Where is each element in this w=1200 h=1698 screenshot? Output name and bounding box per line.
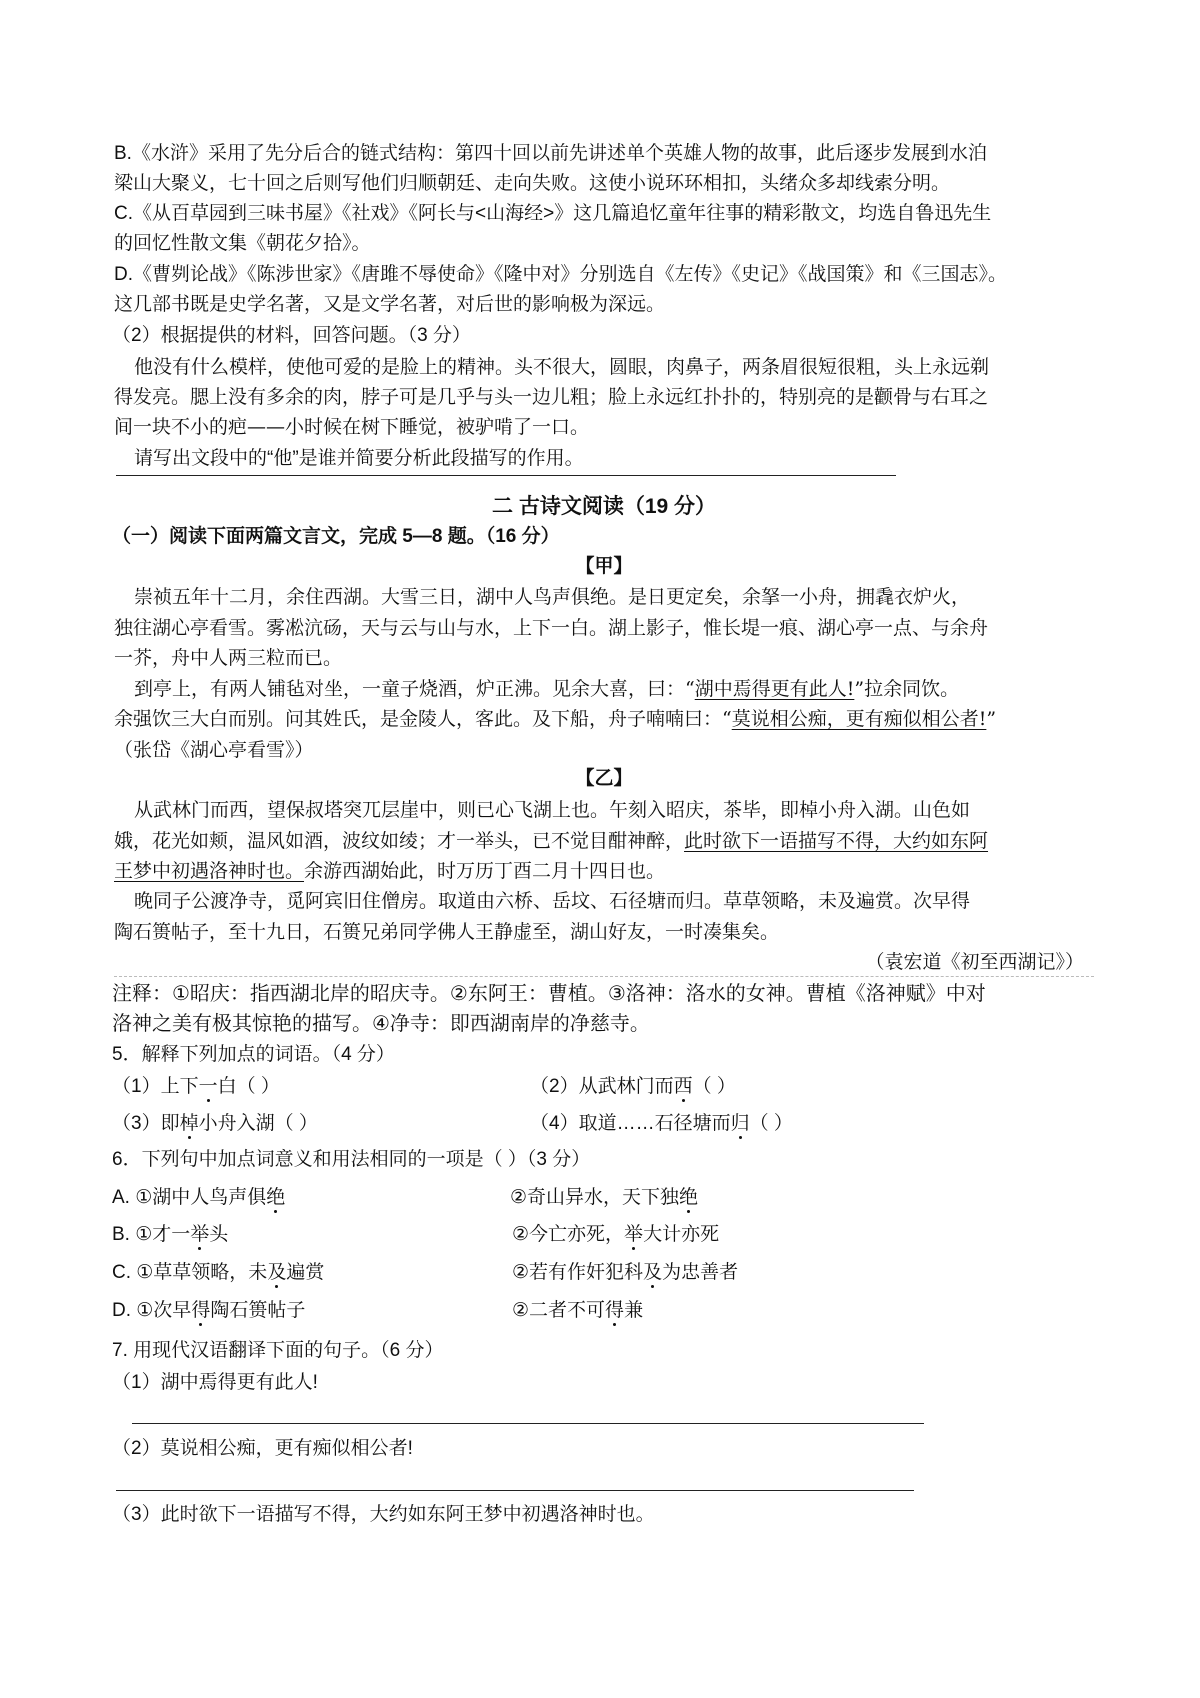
q6-a1-text: A. ①湖中人鸟声俱 — [112, 1187, 267, 1208]
notes-line2: 洛神之美有极其惊艳的描写。④净寺：即西湖南岸的净慈寺。 — [112, 1013, 650, 1035]
q6-option-d-2[interactable] — [512, 1296, 912, 1326]
note-divider — [114, 976, 1094, 977]
q6-option-a-1[interactable] — [112, 1183, 512, 1213]
jia-underlined-sentence-1: 湖中焉得更有此人! — [694, 678, 855, 700]
q7-sentence-2: （2）莫说相公痴，更有痴似相公者! — [112, 1438, 413, 1459]
q5-item-4-pre: （4）取道……石径塘而 — [530, 1113, 731, 1134]
q5-item-4 — [530, 1109, 950, 1139]
q5-item-2-blank[interactable]: （ ） — [692, 1076, 736, 1097]
jia-line1: 崇祯五年十二月，余住西湖。大雪三日，湖中人鸟声俱绝。是日更定矣，余拏一小舟，拥毳衣炉火， — [134, 586, 971, 608]
jia-line4 — [134, 674, 1114, 704]
q6-b2-tail: 大计亦死 — [643, 1224, 720, 1245]
jia-source: （张岱《湖心亭看雪》） — [114, 739, 314, 761]
yi-underlined-sentence-a: 此时欲下一语描写不得，大约如东阿 — [684, 830, 989, 852]
yi-line4: 晚同子公渡净寺，觅阿宾旧住僧房。取道由六桥、岳坟、石径塘而归。草草领略，未及遍赏。次早得 — [134, 890, 971, 912]
q5-item-4-dotted-word: 归 — [730, 1113, 750, 1134]
answer-line-q7-1[interactable] — [132, 1423, 924, 1424]
q6-c1-tail: 遍赏 — [286, 1262, 325, 1283]
jia-line5-tail: ” — [986, 708, 997, 730]
q6-a1-dotted-word: 绝 — [266, 1187, 286, 1208]
option-d-line2: 这几部书既是史学名著，又是文学名著，对后世的影响极为深远。 — [114, 294, 666, 315]
option-d-line1: D.《曹刿论战》《陈涉世家》《唐雎不辱使命》《隆中对》分别选自《左传》《史记》《战国策》和《三国志》。 — [114, 264, 1008, 285]
q7-sentence-3: （3）此时欲下一语描写不得，大约如东阿王梦中初遇洛神时也。 — [112, 1504, 655, 1525]
q6-b1-dotted-word: 举 — [190, 1224, 210, 1245]
passage-yi-label: 【乙】 — [575, 768, 633, 789]
q6-option-b-2[interactable] — [512, 1220, 912, 1250]
jia-line4-tail: ”拉余同饮。 — [854, 678, 960, 700]
q5-item-3 — [112, 1109, 532, 1139]
jia-line2: 独往湖心亭看雪。雾凇沆砀，天与云与山与水，上下一白。湖上影子，惟长堤一痕、湖心亭一点、与余舟 — [114, 617, 989, 639]
question-2-prompt: 请写出文段中的“他”是谁并简要分析此段描写的作用。 — [134, 448, 584, 469]
answer-line-q7-2[interactable] — [116, 1490, 914, 1491]
yi-line2 — [114, 826, 1094, 856]
q5-item-2-dotted-word: 西 — [673, 1076, 693, 1097]
jia-line5-text: 余强饮三大白而别。问其姓氏，是金陵人，客此。及下船，舟子喃喃曰：“ — [114, 708, 732, 730]
question-6-stem: 6．下列句中加点词意义和用法相同的一项是（ ）（3 分） — [112, 1149, 591, 1170]
q6-b2-dotted-word: 举 — [624, 1224, 644, 1245]
passage-jia-label: 【甲】 — [575, 556, 633, 577]
section-2-title: 二 古诗文阅读（19 分） — [491, 495, 717, 518]
q6-d1-tail: 陶石篑帖子 — [210, 1300, 306, 1321]
q7-sentence-1: （1）湖中焉得更有此人! — [112, 1372, 318, 1393]
q6-c1-dotted-word: 及 — [267, 1262, 287, 1283]
q6-c2-text: ②若有作奸犯科 — [512, 1262, 644, 1283]
q5-item-1-blank[interactable]: 白（ ） — [217, 1076, 280, 1097]
q5-item-3-blank[interactable]: 小舟入湖（ ） — [198, 1113, 318, 1134]
q6-d1-dotted-word: 得 — [191, 1300, 211, 1321]
option-b-line1: B.《水浒》采用了先分后合的链式结构：第四十回以前先讲述单个英雄人物的故事，此后逐步发展到水泊 — [114, 143, 987, 164]
yi-line3 — [114, 856, 1094, 886]
q5-item-1-pre: （1）上下 — [112, 1076, 199, 1097]
q6-option-c-1[interactable] — [112, 1258, 512, 1288]
q5-item-3-pre: （3）即 — [112, 1113, 180, 1134]
q6-b1-text: B. ①才一 — [112, 1224, 191, 1245]
q6-b1-tail: 头 — [209, 1224, 229, 1245]
q6-option-a-2[interactable] — [510, 1183, 910, 1213]
q6-option-c-2[interactable] — [512, 1258, 912, 1288]
notes-line1: 注释：①昭庆：指西湖北岸的昭庆寺。②东阿王：曹植。③洛神：洛水的女神。曹植《洛神赋》中对 — [112, 983, 986, 1005]
yi-line2-text: 娥，花光如颊，温风如酒，波纹如绫；才一举头，已不觉目酣神醉， — [114, 830, 685, 852]
q6-option-d-1[interactable] — [112, 1296, 512, 1326]
q6-d2-dotted-word: 得 — [605, 1300, 625, 1321]
jia-line3: 一芥，舟中人两三粒而已。 — [114, 647, 343, 669]
q6-c2-dotted-word: 及 — [643, 1262, 663, 1283]
material-line1: 他没有什么模样，使他可爱的是脸上的精神。头不很大，圆眼，肉鼻子，两条眉很短很粗，头上永远剃 — [134, 356, 990, 378]
jia-line4-text: 到亭上，有两人铺毡对坐，一童子烧酒，炉正沸。见余大喜，曰：“ — [134, 678, 695, 700]
q6-d2-text: ②二者不可 — [512, 1300, 606, 1321]
option-b-line2: 梁山大聚义，七十回之后则写他们归顺朝廷、走向失败。这使小说环环相扣，头绪众多却线索分明。 — [114, 173, 951, 194]
q6-a2-text: ②奇山异水，天下独 — [510, 1187, 680, 1208]
q6-a2-dotted-word: 绝 — [679, 1187, 699, 1208]
q5-item-1 — [112, 1072, 532, 1102]
jia-line5 — [114, 704, 1094, 734]
yi-line5: 陶石篑帖子，至十九日，石篑兄弟同学佛人王静虚至，湖山好友，一时凑集矣。 — [114, 921, 780, 943]
question-7-stem: 7. 用现代汉语翻译下面的句子。（6 分） — [112, 1340, 444, 1361]
q5-item-2 — [530, 1072, 950, 1102]
q6-c1-text: C. ①草草领略，未 — [112, 1262, 268, 1283]
question-5-stem: 5．解释下列加点的词语。（4 分） — [112, 1044, 395, 1065]
q6-d2-tail: 兼 — [624, 1300, 644, 1321]
yi-line3-tail: 余游西湖始此，时万历丁酉二月十四日也。 — [304, 860, 666, 882]
q6-d1-text: D. ①次早 — [112, 1300, 192, 1321]
q6-b2-text: ②今亡亦死， — [512, 1224, 625, 1245]
section-2-subtitle: （一）阅读下面两篇文言文，完成 5—8 题。（16 分） — [112, 526, 560, 547]
material-line2: 得发亮。腮上没有多余的肉，脖子可是几乎与头一边儿粗；脸上永远红扑扑的，特别亮的是颧骨与右耳之 — [114, 386, 989, 408]
q6-c2-tail: 为忠善者 — [662, 1262, 739, 1283]
option-c-line2: 的回忆性散文集《朝花夕拾》。 — [114, 233, 371, 254]
yi-underlined-sentence-b: 王梦中初遇洛神时也。 — [114, 860, 305, 882]
answer-line-q2[interactable] — [116, 475, 896, 476]
q6-option-b-1[interactable] — [112, 1220, 512, 1250]
question-2-stem: （2）根据提供的材料，回答问题。（3 分） — [112, 325, 471, 346]
material-line3: 间一块不小的疤——小时候在树下睡觉，被驴啃了一口。 — [114, 416, 590, 438]
q5-item-4-blank[interactable]: （ ） — [749, 1113, 793, 1134]
yi-line1: 从武林门而西，望保叔塔突兀层崖中，则已心飞湖上也。午刻入昭庆，茶毕，即棹小舟入湖。山色如 — [134, 799, 971, 821]
option-c-line1: C.《从百草园到三味书屋》《社戏》《阿长与<山海经>》这几篇追忆童年往事的精彩散文，均选自鲁迅先生 — [114, 203, 992, 224]
q5-item-1-dotted-word: 一 — [198, 1076, 218, 1097]
q5-item-3-dotted-word: 棹 — [179, 1113, 199, 1134]
jia-underlined-sentence-2: 莫说相公痴，更有痴似相公者! — [731, 708, 987, 730]
q5-item-2-pre: （2）从武林门而 — [530, 1076, 674, 1097]
yi-source: （袁宏道《初至西湖记》） — [865, 951, 1084, 973]
